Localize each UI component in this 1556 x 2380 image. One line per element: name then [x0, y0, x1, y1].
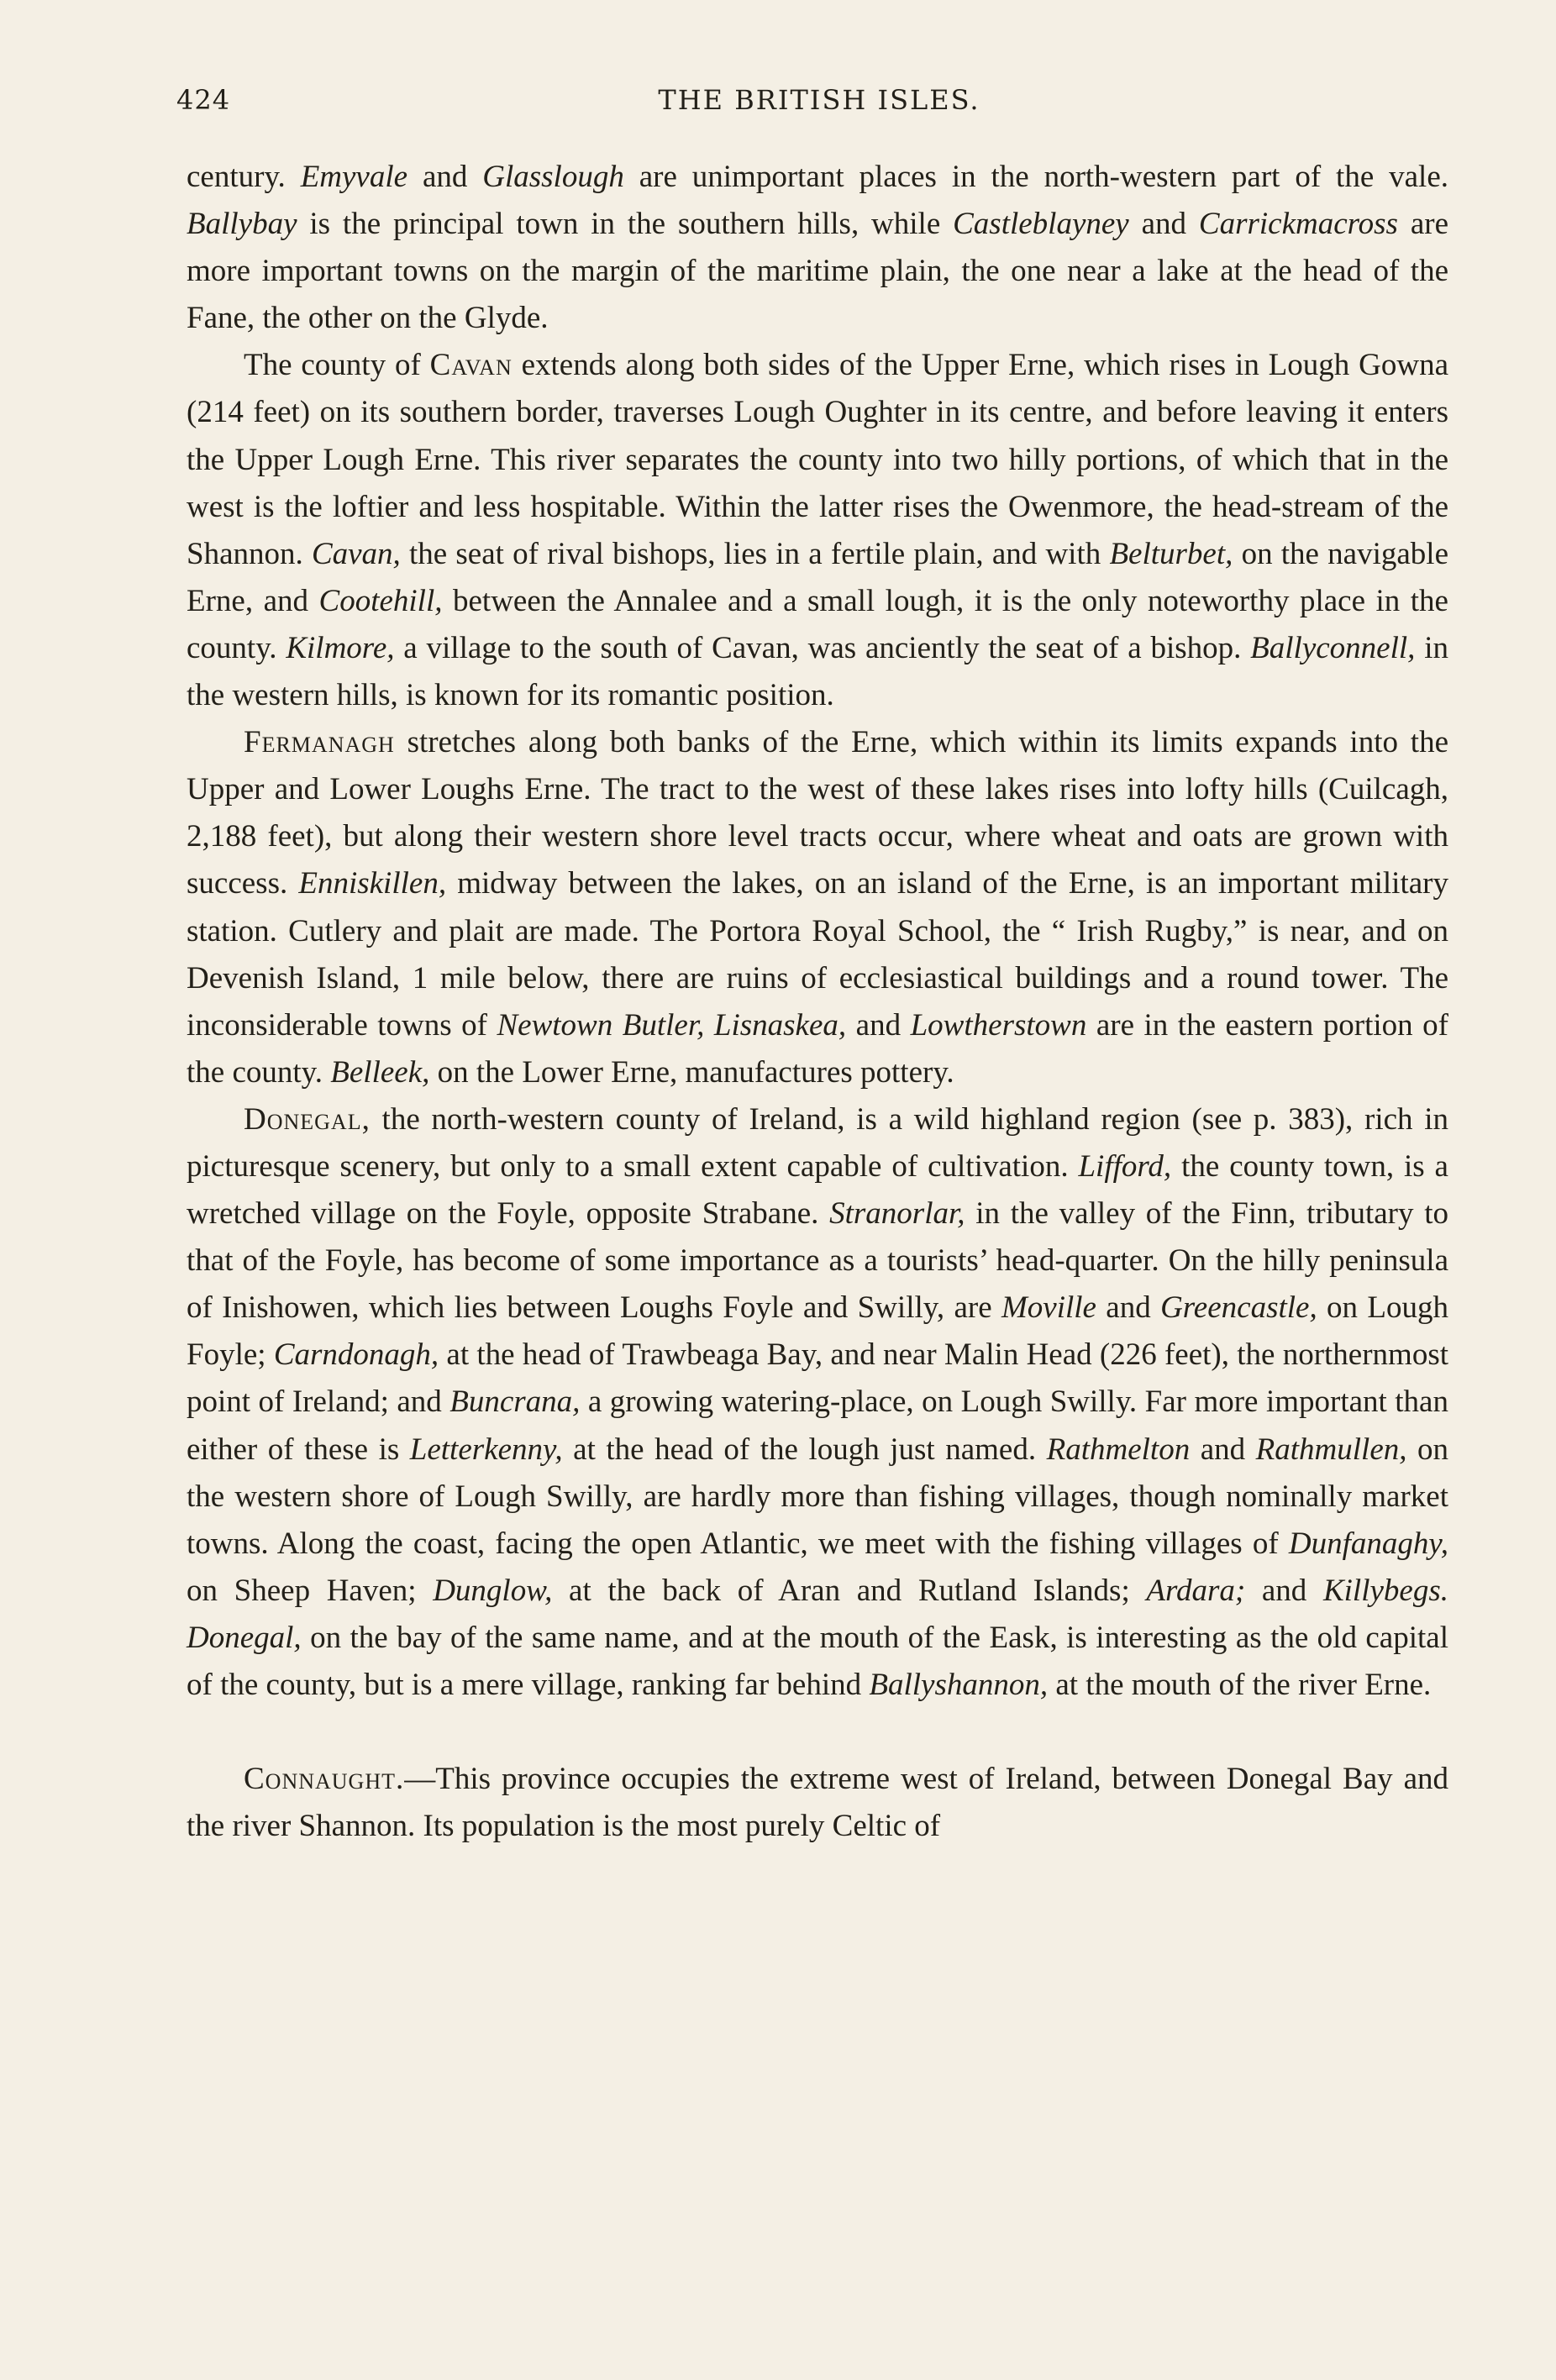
text-run: in the valley of the Finn, tributary to that of the Foyle, has become of some importance as a tourists’ head-quarter. On the hilly peninsula of Inishowen, which lies between Loughs Foyle and Swilly, are [187, 1196, 1448, 1326]
text-run: stretches along both banks of the Erne, which within its limits expands into the Upper and Lower Loughs Erne. The tract to the west of these lakes rises into lofty hills (Cuilcagh, 2,188 feet), but along their western shore level tracts occur, where wheat and oats are grown with success. [187, 725, 1448, 901]
place-name: Carrickmacross [1198, 207, 1398, 242]
text-run: midway between the lakes, on an island of the Erne, is an important military station. Cutlery and plait are made. The Portora Royal School, the “ Irish Rugby,” is near, and on Devenish Island, 1 mile below, there are ruins of ecclesiastical buildings and a round tower. The inconsiderable towns of [187, 866, 1448, 1043]
page-header [176, 84, 1462, 126]
place-name: Lifford, [1078, 1148, 1172, 1184]
page-number: 424 [176, 84, 231, 116]
text-run: the county town, is a wretched village on the Foyle, opposite Strabane. [187, 1148, 1448, 1232]
text-run: and [407, 160, 483, 194]
text-run: and [1096, 1290, 1161, 1326]
text-run: The county of [244, 348, 430, 383]
text-run: the seat of rival bishops, lies in a fertile plain, and with [400, 536, 1110, 571]
place-name: Lisnaskea, [713, 1007, 847, 1043]
text-run: and [1128, 207, 1199, 242]
paragraph-donegal [187, 1096, 1448, 1709]
text-run: on the Lower Erne, manufactures pottery. [429, 1054, 954, 1090]
place-name: Ardara; [1146, 1573, 1246, 1608]
text-run: at the head of Trawbeaga Bay, and near Malin Head (226 feet), the northernmost point of Ireland; and [187, 1337, 1449, 1420]
text-run: a village to the south of Cavan, was anciently the seat of a bishop. [394, 630, 1251, 665]
place-name: Ballyconnell, [1250, 630, 1416, 665]
text-run: at the back of Aran and Rutland Islands; [552, 1573, 1147, 1608]
text-run: on the navigable Erne, and [187, 536, 1449, 618]
text-run: are unimportant places in the north-western part of the vale. [623, 160, 1448, 194]
place-name: Killybegs. [1322, 1573, 1448, 1608]
place-name: Cootehill, [318, 583, 443, 618]
place-name: Donegal, [187, 1620, 302, 1655]
place-name: Dunfanaghy, [1288, 1526, 1448, 1561]
running-title: THE BRITISH ISLES. [658, 84, 980, 116]
text-run: between the Annalee and a small lough, it is the only noteworthy place in the county. [187, 583, 1448, 665]
place-name: Rathmelton [1046, 1432, 1191, 1467]
body-text [187, 154, 1448, 1850]
text-run: —This province occupies the extreme west of Ireland, between Donegal Bay and the river Shannon. Its population is the most purely Celtic of [187, 1762, 1448, 1844]
text-run: and [1245, 1573, 1323, 1608]
text-run: are in the eastern portion of the county. [187, 1007, 1448, 1090]
county-heading: Connaught. [244, 1762, 405, 1797]
place-name: Lowtherstown [910, 1007, 1087, 1043]
place-name: Cavan, [311, 536, 401, 571]
text-run: on Sheep Haven; [187, 1573, 434, 1608]
place-name: Dunglow, [433, 1573, 553, 1608]
paragraph-cavan [187, 342, 1448, 719]
text-run: century. [187, 160, 301, 194]
paragraph-fermanagh [187, 719, 1448, 1096]
place-name: Buncrana, [449, 1384, 581, 1420]
place-name: Ballyshannon, [869, 1668, 1049, 1702]
place-name: Moville [1001, 1290, 1096, 1326]
place-name: Stranorlar, [829, 1196, 965, 1232]
place-name: Greencastle, [1160, 1290, 1317, 1326]
place-name: Letterkenny, [409, 1432, 563, 1467]
text-run: at the mouth of the river Erne. [1048, 1668, 1432, 1702]
text-run: extends along both sides of the Upper Erne, which rises in Lough Gowna (214 feet) on its southern border, traverses Lough Oughter in its centre, and before leaving it enters the Upper Lough Erne. This river separates the county into two hilly portions, of which that in the west is the loftier and less hospitable. Within the latter rises the Owenmore, the head-stream of the Shannon. [187, 348, 1449, 571]
county-heading: Cavan [429, 348, 513, 383]
text-run: are more important towns on the margin of the maritime plain, the one near a lake at the head of the Fane, the other on the Glyde. [187, 207, 1448, 336]
place-name: Carndonagh, [273, 1337, 439, 1373]
text-run: on Lough Foyle; [187, 1290, 1448, 1373]
place-name: Belleek, [330, 1054, 430, 1090]
county-heading: Donegal, [244, 1101, 371, 1137]
text-run: and [846, 1007, 911, 1043]
place-name: Glasslough [482, 160, 624, 194]
place-name: Ballybay [187, 207, 297, 242]
place-name: Kilmore, [286, 630, 395, 665]
text-run: a growing watering-place, on Lough Swilly. Far more important than either of these is [187, 1384, 1448, 1467]
place-name: Rathmullen, [1255, 1432, 1407, 1467]
text-run: is the principal town in the southern hills, while [297, 207, 954, 242]
place-name: Enniskillen, [298, 866, 447, 901]
text-run: on the bay of the same name, and at the mouth of the Eask, is interesting as the old capital of the county, but is a mere village, ranking far behind [187, 1620, 1448, 1702]
paragraph-connaught [187, 1756, 1448, 1850]
text-run: at the head of the lough just named. [562, 1432, 1047, 1467]
text-run: in the western hills, is known for its romantic position. [187, 630, 1448, 713]
text-run: the north-western county of Ireland, is a wild highland region (see p. 383), rich in picturesque scenery, but only to a small extent capable of cultivation. [187, 1101, 1448, 1184]
county-heading: Fermanagh [244, 725, 395, 760]
text-run: on the western shore of Lough Swilly, are hardly more than fishing villages, though nominally market towns. Along the coast, facing the open Atlantic, we meet with the fishing villages of [187, 1432, 1449, 1561]
text-run [704, 1008, 714, 1043]
paragraph-monaghan-continued [187, 154, 1448, 342]
text-run: and [1190, 1432, 1256, 1467]
place-name: Newtown Butler, [497, 1007, 705, 1043]
place-name: Castleblayney [953, 207, 1129, 242]
place-name: Emyvale [300, 160, 408, 194]
place-name: Belturbet, [1109, 536, 1233, 571]
